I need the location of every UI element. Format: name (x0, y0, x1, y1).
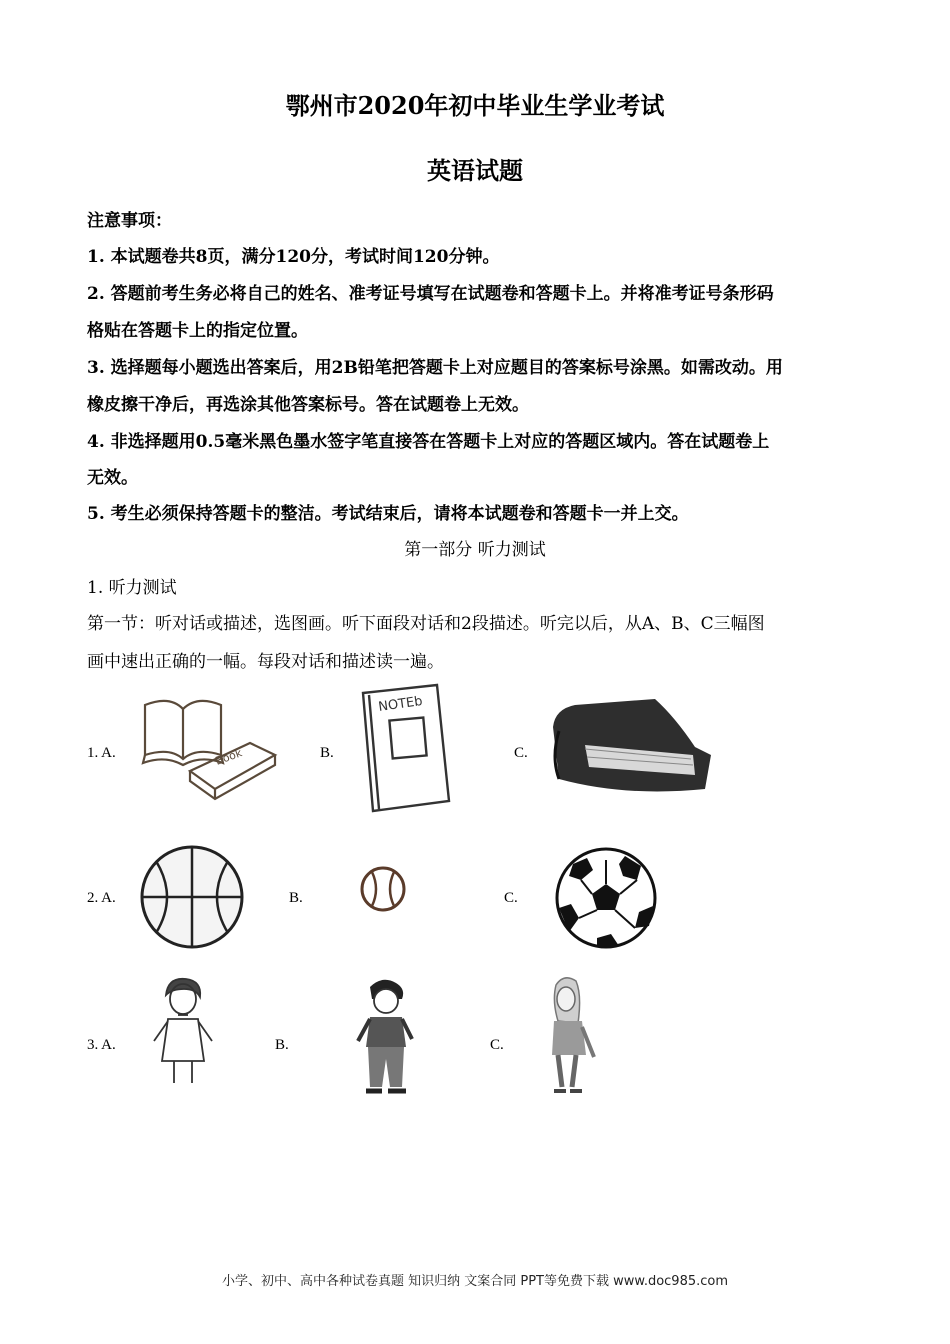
page-footer: 小学、初中、高中各种试卷真题 知识归纳 文案合同 PPT等免费下载 www.doc985.com (221, 1274, 729, 1289)
option-label: 1. A. (87, 745, 116, 761)
notice-item: 1. 本试题卷共8页，满分120分，考试时间120分钟。 (87, 247, 500, 267)
exam-subtitle: 英语试题 (427, 156, 523, 185)
svg-text:NOTEb: NOTEb (377, 693, 424, 715)
option-label: 3. A. (87, 1037, 116, 1053)
option-label: B. (275, 1037, 289, 1053)
part-title: 第一部分 听力测试 (404, 540, 546, 560)
basketball-picture (138, 843, 246, 951)
notice-item: 2. 答题前考生务必将自己的姓名、准考证号填写在试题卷和答题卡上。并将准考证号条形码 (87, 284, 774, 304)
notebook-picture (355, 683, 455, 815)
baseball-picture (358, 864, 408, 914)
instruction-line: 第一节：听对话或描述，选图画。听下面段对话和2段描述。听完以后，从A、B、C三幅图 (87, 614, 765, 634)
option-label: C. (514, 745, 528, 761)
closed-book-picture (545, 697, 715, 799)
open-book-picture (135, 693, 280, 803)
notice-item: 无效。 (87, 468, 138, 488)
notice-item: 格贴在答题卡上的指定位置。 (87, 321, 308, 341)
man-picture (348, 975, 418, 1100)
soccer-ball-picture (553, 846, 659, 950)
question-title: 1. 听力测试 (87, 578, 177, 598)
notice-heading: 注意事项： (87, 211, 172, 231)
notice-item: 4. 非选择题用0.5毫米黑色墨水签字笔直接答在答题卡上对应的答题区域内。答在试题卷上 (87, 432, 770, 452)
exam-title: 鄂州市2020年初中毕业生学业考试 (285, 91, 665, 120)
notice-item: 橡皮擦干净后，再选涂其他答案标号。答在试题卷上无效。 (87, 395, 529, 415)
notice-item: 5. 考生必须保持答题卡的整洁。考试结束后，请将本试题卷和答题卡一并上交。 (87, 504, 689, 524)
option-label: C. (504, 890, 518, 906)
instruction-line: 画中速出正确的一幅。每段对话和描述读一遍。 (87, 652, 444, 672)
option-label: B. (320, 745, 334, 761)
girl-picture (138, 975, 228, 1090)
option-label: C. (490, 1037, 504, 1053)
option-label: 2. A. (87, 890, 116, 906)
woman-picture (538, 975, 608, 1100)
option-label: B. (289, 890, 303, 906)
svg-text:Book: Book (213, 746, 244, 768)
notice-item: 3. 选择题每小题选出答案后，用2B铅笔把答题卡上对应题目的答案标号涂黑。如需改动。用 (87, 358, 783, 378)
